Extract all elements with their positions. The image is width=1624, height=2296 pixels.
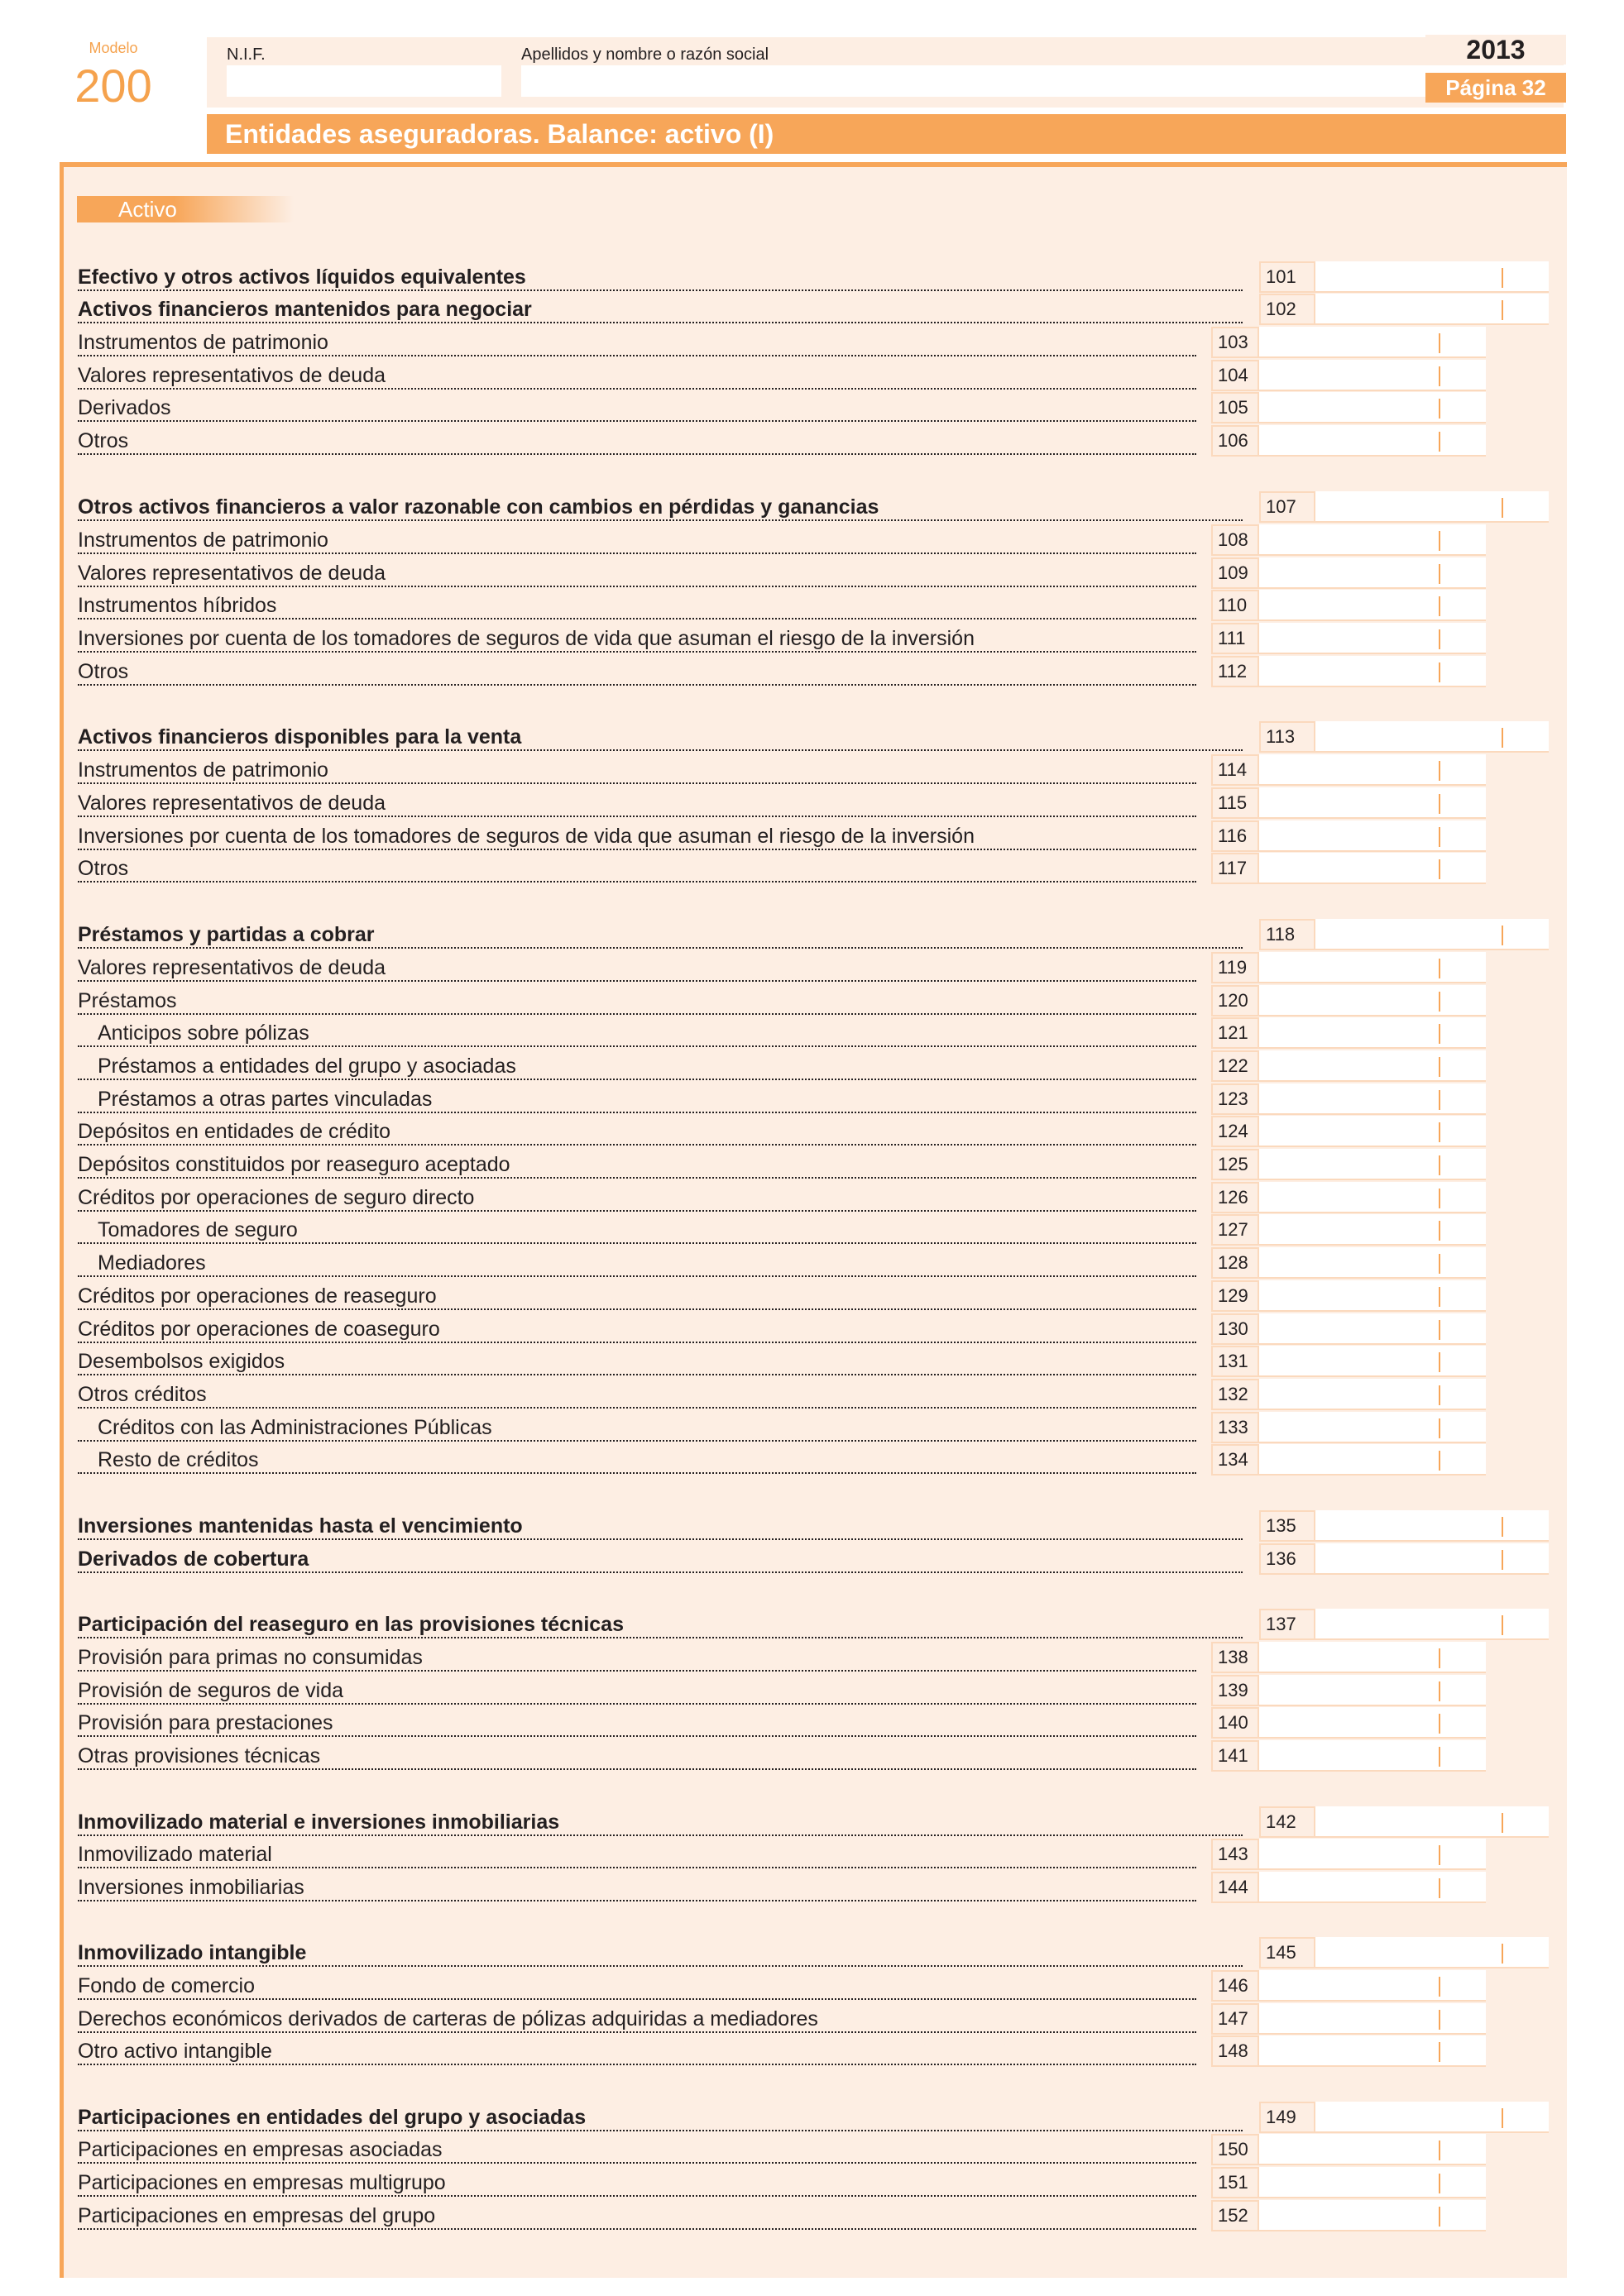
name-label: Apellidos y nombre o razón social	[521, 45, 769, 64]
box-code: 106	[1211, 425, 1259, 457]
row-label: Activos financieros mantenidos para negociar	[78, 298, 532, 321]
row-label: Derivados	[78, 396, 171, 419]
row-label: Préstamos	[78, 989, 177, 1012]
row-label: Depósitos en entidades de crédito	[78, 1120, 391, 1143]
box-code: 123	[1211, 1083, 1259, 1115]
amount-input[interactable]	[1259, 1214, 1486, 1246]
section-tab: Activo	[77, 196, 294, 222]
amount-input[interactable]	[1259, 1444, 1486, 1476]
amount-input[interactable]	[1259, 1116, 1486, 1147]
amount-input[interactable]	[1259, 1740, 1486, 1772]
amount-input[interactable]	[1259, 1707, 1486, 1739]
amount-input[interactable]	[1315, 1510, 1549, 1542]
row-label: Inversiones por cuenta de los tomadores de seguros de vida que asuman el riesgo de la inversión	[78, 825, 975, 848]
box-code: 131	[1211, 1346, 1259, 1377]
box-code: 102	[1259, 294, 1315, 325]
row-label: Inversiones por cuenta de los tomadores de seguros de vida que asuman el riesgo de la inversión	[78, 627, 975, 650]
row-label: Valores representativos de deuda	[78, 562, 386, 585]
amount-input[interactable]	[1259, 1017, 1486, 1049]
amount-input[interactable]	[1259, 1247, 1486, 1279]
year-label: 2013	[1425, 35, 1566, 65]
amount-input[interactable]	[1259, 1313, 1486, 1345]
amount-input[interactable]	[1259, 2035, 1486, 2067]
box-code: 137	[1259, 1609, 1315, 1640]
row-label: Inversiones inmobiliarias	[78, 1876, 304, 1899]
row-label: Instrumentos de patrimonio	[78, 331, 328, 354]
row-label: Depósitos constituidos por reaseguro aceptado	[78, 1153, 510, 1176]
box-code: 141	[1211, 1740, 1259, 1772]
row-label: Desembolsos exigidos	[78, 1350, 285, 1373]
box-code: 110	[1211, 590, 1259, 621]
box-code: 146	[1211, 1970, 1259, 2002]
amount-input[interactable]	[1259, 2134, 1486, 2165]
amount-input[interactable]	[1259, 656, 1486, 687]
amount-input[interactable]	[1259, 1182, 1486, 1213]
model-number: 200	[74, 60, 152, 112]
box-code: 120	[1211, 985, 1259, 1016]
box-code: 140	[1211, 1707, 1259, 1739]
amount-input[interactable]	[1259, 557, 1486, 589]
row-label: Fondo de comercio	[78, 1974, 256, 1997]
box-code: 148	[1211, 2035, 1259, 2067]
amount-input[interactable]	[1315, 919, 1549, 950]
leader-dots	[78, 428, 1196, 455]
box-code: 112	[1211, 656, 1259, 687]
leader-dots	[78, 988, 1196, 1015]
amount-input[interactable]	[1259, 1970, 1486, 2002]
row-label: Créditos con las Administraciones Públicas	[98, 1416, 492, 1439]
row-label: Valores representativos de deuda	[78, 956, 386, 979]
box-code: 142	[1259, 1806, 1315, 1838]
box-code: 139	[1211, 1675, 1259, 1706]
box-code: 134	[1211, 1444, 1259, 1476]
amount-input[interactable]	[1315, 491, 1549, 523]
amount-input[interactable]	[1259, 1346, 1486, 1377]
row-label: Participaciones en empresas asociadas	[78, 2138, 443, 2161]
box-code: 104	[1211, 360, 1259, 391]
leader-dots	[78, 395, 1196, 422]
box-code: 107	[1259, 491, 1315, 523]
nif-label: N.I.F.	[227, 45, 266, 64]
box-code: 149	[1259, 2102, 1315, 2133]
row-label: Otros	[78, 429, 129, 452]
box-code: 117	[1211, 853, 1259, 884]
row-label: Inversiones mantenidas hasta el vencimiento	[78, 1514, 523, 1538]
amount-input[interactable]	[1259, 1675, 1486, 1706]
page-label: Página 32	[1425, 73, 1566, 103]
row-label: Inmovilizado material	[78, 1843, 272, 1866]
page-title: Entidades aseguradoras. Balance: activo (I)	[207, 114, 1566, 154]
amount-input[interactable]	[1259, 820, 1486, 852]
box-code: 125	[1211, 1149, 1259, 1180]
row-label: Otros	[78, 660, 129, 683]
box-code: 124	[1211, 1116, 1259, 1147]
box-code: 121	[1211, 1017, 1259, 1049]
leader-dots	[78, 856, 1196, 883]
box-code: 132	[1211, 1379, 1259, 1410]
row-label: Préstamos a entidades del grupo y asociadas	[98, 1055, 516, 1078]
amount-input[interactable]	[1259, 1412, 1486, 1443]
row-label: Provisión para primas no consumidas	[78, 1646, 423, 1669]
row-label: Mediadores	[98, 1251, 206, 1275]
row-label: Valores representativos de deuda	[78, 792, 386, 815]
row-label: Créditos por operaciones de reaseguro	[78, 1284, 437, 1308]
row-label: Créditos por operaciones de coaseguro	[78, 1318, 440, 1341]
box-code: 150	[1211, 2134, 1259, 2165]
box-code: 122	[1211, 1050, 1259, 1082]
row-label: Inmovilizado material e inversiones inmobiliarias	[78, 1810, 560, 1834]
row-label: Instrumentos híbridos	[78, 594, 277, 617]
row-label: Participaciones en empresas multigrupo	[78, 2171, 446, 2194]
row-label: Otras provisiones técnicas	[78, 1744, 321, 1767]
box-code: 138	[1211, 1642, 1259, 1673]
row-label: Resto de créditos	[98, 1448, 259, 1471]
amount-input[interactable]	[1259, 1379, 1486, 1410]
box-code: 116	[1211, 820, 1259, 852]
box-code: 152	[1211, 2200, 1259, 2231]
amount-input[interactable]	[1259, 392, 1486, 423]
row-label: Derechos económicos derivados de carteras de pólizas adquiridas a mediadores	[78, 2007, 818, 2031]
taxpayer-header	[207, 37, 1564, 108]
box-code: 133	[1211, 1412, 1259, 1443]
leader-dots	[78, 659, 1196, 686]
amount-input[interactable]	[1259, 1050, 1486, 1082]
amount-input[interactable]	[1315, 294, 1549, 325]
box-code: 151	[1211, 2167, 1259, 2198]
box-code: 118	[1259, 919, 1315, 950]
amount-input[interactable]	[1259, 327, 1486, 358]
row-label: Instrumentos de patrimonio	[78, 529, 328, 552]
row-label: Inmovilizado intangible	[78, 1941, 307, 1964]
box-code: 119	[1211, 952, 1259, 983]
row-label: Participaciones en entidades del grupo y asociadas	[78, 2106, 587, 2129]
panel-border	[60, 167, 64, 2278]
amount-input[interactable]	[1259, 787, 1486, 819]
box-code: 127	[1211, 1214, 1259, 1246]
row-label: Otros activos financieros a valor razonable con cambios en pérdidas y ganancias	[78, 495, 879, 519]
row-label: Otros créditos	[78, 1383, 207, 1406]
row-label: Préstamos a otras partes vinculadas	[98, 1088, 433, 1111]
model-label: Modelo	[89, 40, 138, 56]
row-label: Provisión para prestaciones	[78, 1711, 333, 1734]
box-code: 129	[1211, 1280, 1259, 1312]
box-code: 105	[1211, 392, 1259, 423]
box-code: 128	[1211, 1247, 1259, 1279]
nif-field[interactable]	[227, 65, 501, 97]
box-code: 113	[1259, 721, 1315, 753]
box-code: 126	[1211, 1182, 1259, 1213]
box-code: 135	[1259, 1510, 1315, 1542]
amount-input[interactable]	[1259, 360, 1486, 391]
row-label: Efectivo y otros activos líquidos equivalentes	[78, 265, 526, 289]
amount-input[interactable]	[1259, 2003, 1486, 2035]
box-code: 103	[1211, 327, 1259, 358]
amount-input[interactable]	[1259, 952, 1486, 983]
amount-input[interactable]	[1259, 754, 1486, 786]
amount-input[interactable]	[1315, 721, 1549, 753]
box-code: 108	[1211, 524, 1259, 556]
row-label: Créditos por operaciones de seguro directo	[78, 1186, 475, 1209]
row-label: Préstamos y partidas a cobrar	[78, 923, 375, 946]
box-code: 130	[1211, 1313, 1259, 1345]
row-label: Participación del reaseguro en las provisiones técnicas	[78, 1613, 624, 1636]
amount-input[interactable]	[1315, 1937, 1549, 1968]
amount-input[interactable]	[1315, 261, 1549, 293]
row-label: Tomadores de seguro	[98, 1218, 298, 1241]
leader-dots	[78, 1251, 1196, 1277]
box-code: 101	[1259, 261, 1315, 293]
amount-input[interactable]	[1259, 1642, 1486, 1673]
box-code: 144	[1211, 1872, 1259, 1903]
row-label: Activos financieros disponibles para la venta	[78, 725, 522, 749]
box-code: 147	[1211, 2003, 1259, 2035]
amount-input[interactable]	[1259, 1149, 1486, 1180]
amount-input[interactable]	[1259, 524, 1486, 556]
amount-input[interactable]	[1259, 2167, 1486, 2198]
box-code: 115	[1211, 787, 1259, 819]
amount-input[interactable]	[1315, 2102, 1549, 2133]
amount-input[interactable]	[1259, 1872, 1486, 1903]
amount-input[interactable]	[1259, 1839, 1486, 1870]
row-label: Derivados de cobertura	[78, 1547, 309, 1571]
row-label: Valores representativos de deuda	[78, 364, 386, 387]
box-code: 145	[1259, 1937, 1315, 1968]
amount-input[interactable]	[1315, 1609, 1549, 1640]
row-label: Otros	[78, 857, 129, 880]
amount-input[interactable]	[1315, 1806, 1549, 1838]
amount-input[interactable]	[1259, 623, 1486, 654]
amount-input[interactable]	[1259, 853, 1486, 884]
box-code: 136	[1259, 1543, 1315, 1575]
amount-input[interactable]	[1259, 2200, 1486, 2231]
amount-input[interactable]	[1259, 1083, 1486, 1115]
box-code: 111	[1211, 623, 1259, 654]
box-code: 109	[1211, 557, 1259, 589]
row-label: Otro activo intangible	[78, 2040, 272, 2063]
row-label: Provisión de seguros de vida	[78, 1679, 344, 1702]
row-label: Anticipos sobre pólizas	[98, 1021, 309, 1045]
row-label: Participaciones en empresas del grupo	[78, 2204, 436, 2227]
row-label: Instrumentos de patrimonio	[78, 758, 328, 782]
box-code: 114	[1211, 754, 1259, 786]
amount-input[interactable]	[1259, 590, 1486, 621]
amount-input[interactable]	[1315, 1543, 1549, 1575]
leader-dots	[78, 1382, 1196, 1409]
box-code: 143	[1211, 1839, 1259, 1870]
amount-input[interactable]	[1259, 425, 1486, 457]
amount-input[interactable]	[1259, 1280, 1486, 1312]
amount-input[interactable]	[1259, 985, 1486, 1016]
